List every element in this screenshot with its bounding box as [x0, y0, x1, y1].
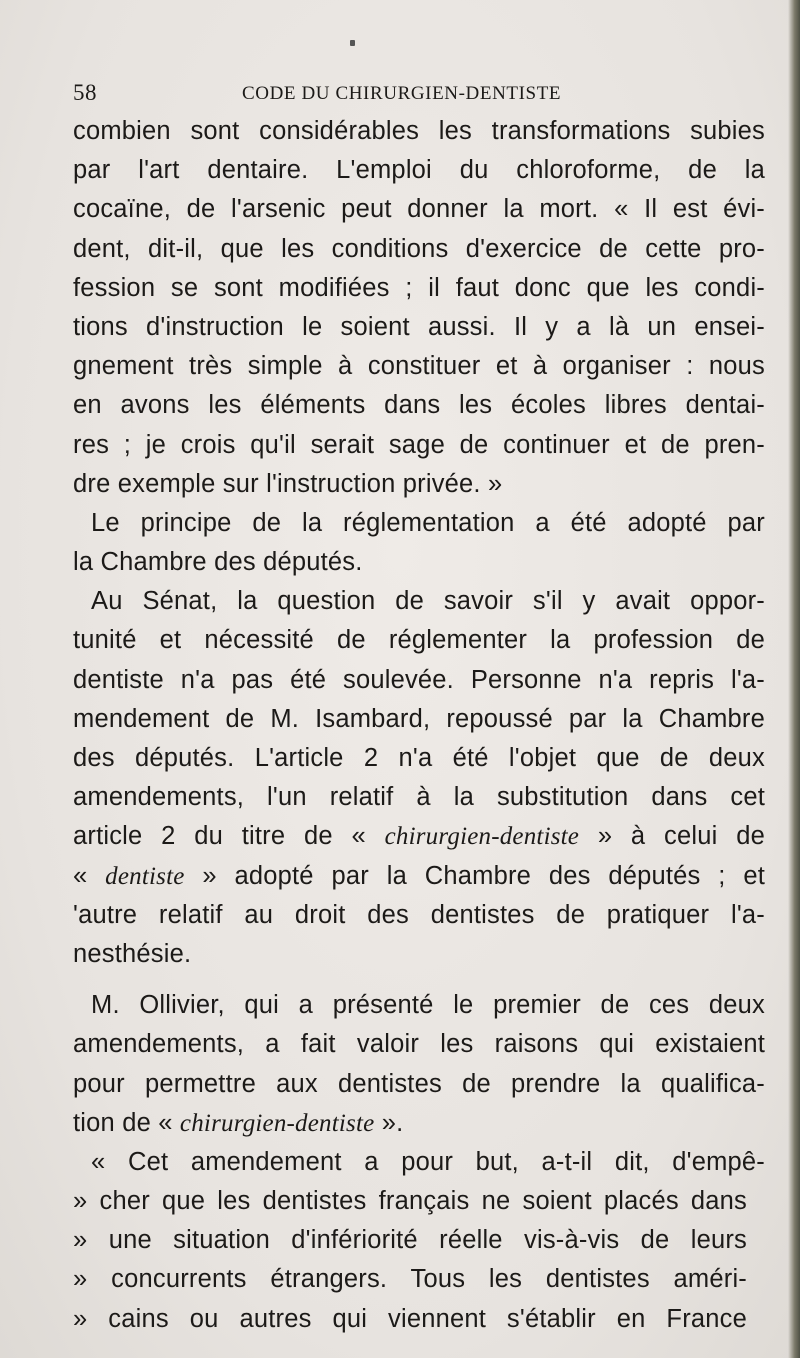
- text-line: la Chambre des députés.: [73, 548, 363, 577]
- text-line: dentiste n'a pas été soulevée. Personne n'a repris l'a-: [73, 665, 765, 694]
- text-line: amendements, a fait valoir les raisons qui existaient: [73, 1030, 765, 1059]
- text-line: amendements, l'un relatif à la substitution dans cet: [73, 783, 765, 812]
- text-fragment: » adopté par la Chambre des députés ; et: [184, 861, 765, 890]
- text-line: en avons les éléments dans les écoles libres dentai-: [73, 391, 765, 420]
- text-line: dent, dit-il, que les conditions d'exercice de cette pro-: [73, 234, 765, 263]
- text-line: gnement très simple à constituer et à organiser : nous: [73, 352, 765, 381]
- text-fragment: tion de «: [73, 1108, 180, 1137]
- text-line: » cains ou autres qui viennent s'établir en France: [73, 1304, 747, 1333]
- text-line: nesthésie.: [73, 939, 192, 968]
- text-line: » cher que les dentistes français ne soient placés dans: [73, 1187, 747, 1216]
- text-line: dre exemple sur l'instruction privée. »: [73, 469, 503, 498]
- text-line: Le principe de la réglementation a été adopté par: [91, 508, 765, 537]
- text-line: Au Sénat, la question de savoir s'il y avait oppor-: [91, 587, 765, 616]
- text-fragment: » à celui de: [579, 822, 765, 851]
- page-header: [73, 80, 763, 110]
- text-line: mendement de M. Isambard, repoussé par la Chambre: [73, 704, 765, 733]
- running-title: CODE DU CHIRURGIEN-DENTISTE: [242, 83, 562, 104]
- body-text: [73, 112, 765, 1339]
- text-line: « Cet amendement a pour but, a-t-il dit, d'empê-: [91, 1147, 765, 1176]
- text-fragment: «: [73, 861, 106, 890]
- text-line: res ; je crois qu'il serait sage de continuer et de pren-: [73, 430, 765, 459]
- text-line: par l'art dentaire. L'emploi du chloroforme, de la: [73, 156, 765, 185]
- text-line: » concurrents étrangers. Tous les dentistes améri-: [73, 1265, 747, 1294]
- text-line: M. Ollivier, qui a présenté le premier de ces deux: [91, 991, 765, 1020]
- page-number: 58: [73, 80, 97, 105]
- text-line: tunité et nécessité de réglementer la profession de: [73, 626, 765, 655]
- text-line: des députés. L'article 2 n'a été l'objet que de deux: [73, 744, 765, 772]
- text-line: cocaïne, de l'arsenic peut donner la mort. « Il est évi-: [73, 195, 765, 224]
- text-line: combien sont considérables les transformations subies: [73, 117, 765, 145]
- italic-term: chirurgien-dentiste: [384, 823, 580, 851]
- text-fragment: article 2 du titre de «: [73, 822, 385, 851]
- italic-term: dentiste: [105, 862, 185, 890]
- italic-term: chirurgien-dentiste: [179, 1109, 375, 1137]
- text-line-with-italic: [73, 817, 765, 856]
- text-fragment: ».: [374, 1108, 404, 1137]
- text-line: tions d'instruction le soient aussi. Il y a là un ensei-: [73, 312, 765, 341]
- text-line: » une situation d'infériorité réelle vis-à-vis de leurs: [73, 1226, 747, 1255]
- text-line-with-italic: [73, 857, 765, 896]
- text-line: 'autre relatif au droit des dentistes de pratiquer l'a-: [73, 900, 765, 929]
- page-edge-shadow: [788, 0, 800, 1358]
- text-line-with-italic: [73, 1104, 765, 1143]
- print-speck: [350, 40, 355, 46]
- text-line: fession se sont modifiées ; il faut donc que les condi-: [73, 273, 765, 302]
- text-line: pour permettre aux dentistes de prendre la qualifica-: [73, 1069, 765, 1098]
